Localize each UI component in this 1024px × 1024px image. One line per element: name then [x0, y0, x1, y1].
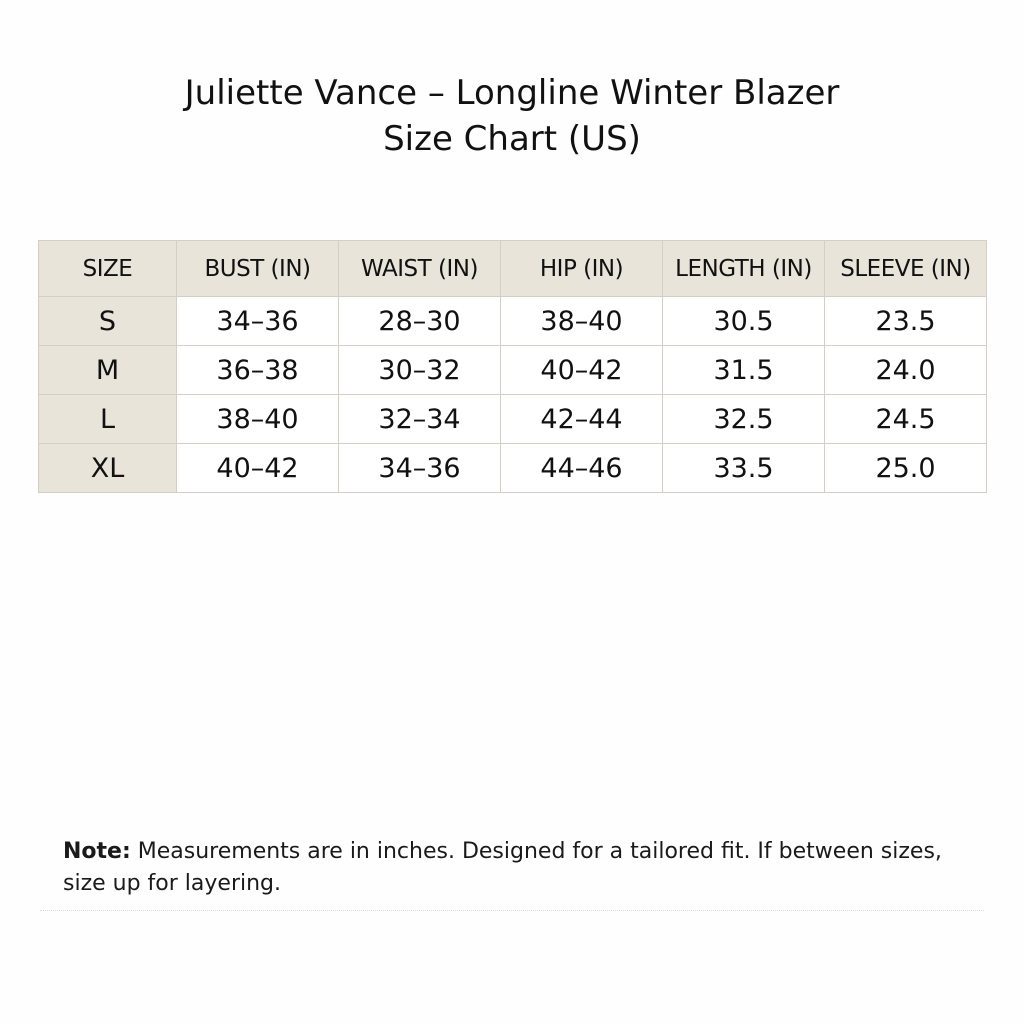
length-cell: 31.5: [663, 346, 825, 395]
table-row: [39, 444, 987, 493]
waist-cell: 28–30: [339, 297, 501, 346]
hip-cell: 38–40: [501, 297, 663, 346]
header-hip: HIP (IN): [501, 241, 663, 297]
bust-cell: 40–42: [177, 444, 339, 493]
hip-cell: 44–46: [501, 444, 663, 493]
header-size: SIZE: [39, 241, 177, 297]
size-cell: S: [39, 297, 177, 346]
hip-cell: 40–42: [501, 346, 663, 395]
table-header-row: [39, 241, 987, 297]
length-cell: 32.5: [663, 395, 825, 444]
sleeve-cell: 24.0: [825, 346, 987, 395]
bust-cell: 36–38: [177, 346, 339, 395]
fit-note: [63, 836, 963, 900]
header-waist: WAIST (IN): [339, 241, 501, 297]
size-cell: L: [39, 395, 177, 444]
header-length: LENGTH (IN): [663, 241, 825, 297]
bust-cell: 34–36: [177, 297, 339, 346]
sleeve-cell: 25.0: [825, 444, 987, 493]
table-row: [39, 297, 987, 346]
page-title: [0, 70, 1024, 162]
length-cell: 30.5: [663, 297, 825, 346]
title-line-2: Size Chart (US): [383, 119, 641, 159]
footer-divider: [40, 910, 984, 911]
table-row: [39, 346, 987, 395]
note-text: Measurements are in inches. Designed for a tailored fit. If between sizes, size up for layering.: [63, 839, 942, 896]
waist-cell: 32–34: [339, 395, 501, 444]
bust-cell: 38–40: [177, 395, 339, 444]
waist-cell: 34–36: [339, 444, 501, 493]
header-sleeve: SLEEVE (IN): [825, 241, 987, 297]
waist-cell: 30–32: [339, 346, 501, 395]
sleeve-cell: 24.5: [825, 395, 987, 444]
sleeve-cell: 23.5: [825, 297, 987, 346]
size-cell: XL: [39, 444, 177, 493]
title-line-1: Juliette Vance – Longline Winter Blazer: [184, 73, 840, 113]
length-cell: 33.5: [663, 444, 825, 493]
note-label: Note:: [63, 839, 131, 864]
size-cell: M: [39, 346, 177, 395]
hip-cell: 42–44: [501, 395, 663, 444]
header-bust: BUST (IN): [177, 241, 339, 297]
table-row: [39, 395, 987, 444]
size-chart-table: [38, 240, 987, 493]
